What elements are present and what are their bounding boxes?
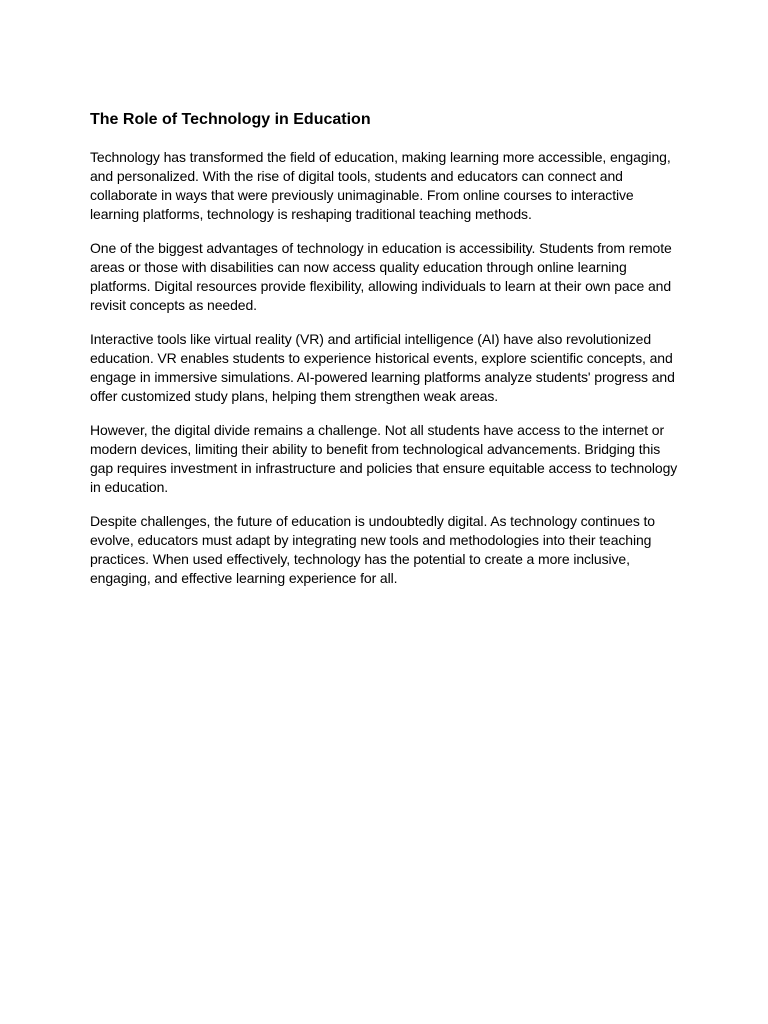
document-title: The Role of Technology in Education — [90, 111, 371, 128]
paragraph-intro: Technology has transformed the field of education, making learning more accessible, engaging, and personalized. With the rise of digital tools, students and educators can connect and collaborate in ways that were previously unimaginable. From online courses to interactive learning platforms, technology is reshaping traditional teaching methods. — [90, 149, 671, 222]
paragraph-digital-divide: However, the digital divide remains a challenge. Not all students have access to the internet or modern devices, limiting their ability to benefit from technological advancements. Bridging this gap requires investment in infrastructure and policies that ensure equitable access to technology in education. — [90, 422, 678, 495]
paragraph-accessibility: One of the biggest advantages of technology in education is accessibility. Students from remote areas or those with disabilities can now access quality education through online learning platforms. Digital resources provide flexibility, allowing individuals to learn at their own pace and revisit concepts as needed. — [90, 240, 672, 313]
paragraph-conclusion: Despite challenges, the future of education is undoubtedly digital. As technology continues to evolve, educators must adapt by integrating new tools and methodologies into their teaching practices. When used effectively, technology has the potential to create a more inclusive, engaging, and effective learning experience for all. — [90, 513, 655, 586]
paragraph-interactive-tools: Interactive tools like virtual reality (VR) and artificial intelligence (AI) have also revolutionized education. VR enables students to experience historical events, explore scientific concepts, and engage in immersive simulations. AI-powered learning platforms analyze students' progress and offer customized study plans, helping them strengthen weak areas. — [90, 331, 675, 404]
document-body — [90, 109, 682, 603]
